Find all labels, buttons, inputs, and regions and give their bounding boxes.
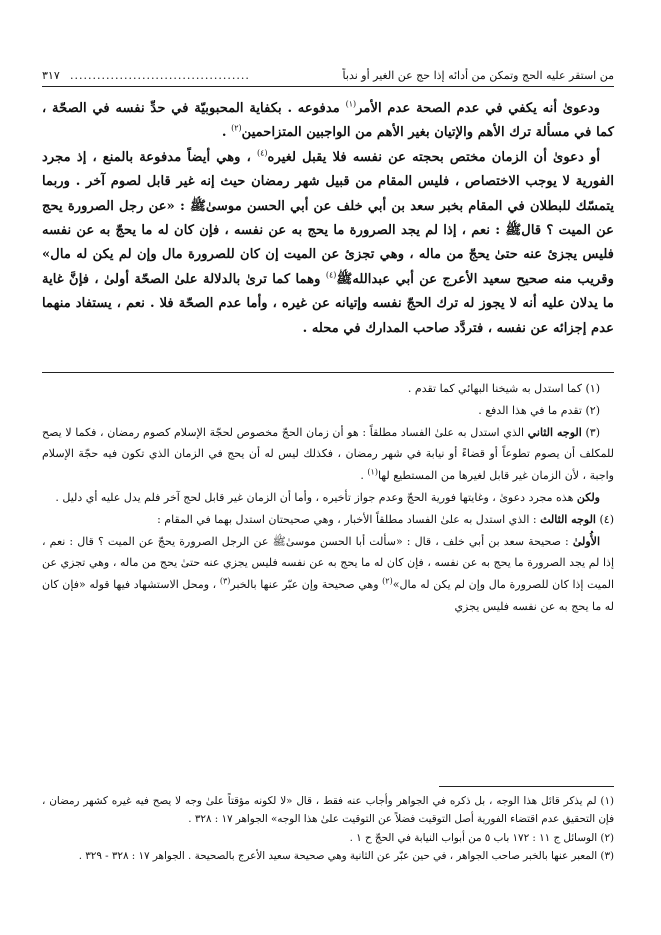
salutation-glyph: ﷺ — [505, 223, 522, 239]
header-divider — [42, 86, 614, 87]
footnote-ref: (١) — [345, 99, 357, 109]
note-heading: ولكن — [576, 490, 600, 504]
note-4: (٤) الوجه الثالث : الذي استدل به علىٰ الفساد مطلقاً الأخبار ، وهي صحيحتان استدل بهما في المقام : — [157, 512, 614, 526]
footnote-ref: (٤) — [256, 148, 268, 158]
note-2: (٢) تقدم ما في هذا الدفع . — [478, 403, 600, 417]
footnote-3: (٣) المعبر عنها بالخبر صاحب الجواهر ، في حين عبّر عن الثانية وهي صحيحة سعيد الأعرج بالصحيحة . الجواهر ١٧ : ٣٢٨ - ٣٢٩ . — [78, 850, 614, 863]
note-1: (١) كما استدل به شيخنا البهائي كما تقدم . — [407, 382, 600, 395]
main-paragraph-1: ودعوىٰ أنه يكفي في عدم الصحة عدم الأمر$^{(١)}$ مدفوعه . بكفاية المحبوبيّة في حدِّ نفسه في الصحّة ، كما في مسألة ترك الأهم والإتيان بغير الأهم من الواجبين المتزاحمين$^{(٢)}$ . — [42, 99, 614, 141]
footnote-ref: (٢) — [382, 576, 393, 586]
header-leader-dots: ........................................ — [70, 69, 250, 82]
main-paragraph-2: أو دعوىٰ أن الزمان مختص بحجته عن نفسه فلا يقبل لغيره$^{(٤)}$ ، وهي أيضاً مدفوعة بالمنع ، إذ مجرد الفورية لا يوجب الاختصاص ، فليس المقام من قبيل شهر رمضان حيث إنه غير قابل لصوم آخر . وربما يتمسّك للبطلان في المقام بخبر سعد بن أبي خلف عن أبي الحسن موسىٰﷺ : «عن رجل الصرورة يحج عن الميت ؟ قالﷺ : نعم ، إذا لم يجد الصرورة ما يحج به عن نفسه ، فإن كان له ما يحجّ به عن نفسه فليس يجزئ عنه حتىٰ يحجّ من ماله ، وهي تجزئ عن الميت إن كان للصرورة مال وإن لم يكن له مال» وقريب منه صحيح سعيد الأعرج عن أبي عبداللهﷺ$^{(٤)}$ وهما كما ترىٰ بالدلالة علىٰ الصحّة أولىٰ ، فإنَّ غاية ما يدلان عليه أنه لا يجوز له ترك الحجّ نفسه وإتيانه عن غيره ، وأما عدم الصحّة فلا . نعم ، يستفاد منهما عدم إجزائه عن نفسه ، فتردَّد صاحب المدارك في محله . — [42, 148, 615, 336]
note-3: (٣) الوجه الثاني الذي استدل به علىٰ الفساد مطلقاً : هو أن زمان الحجّ مخصوص لحجّة الإسلام كصوم رمضان ، فكما لا يصح للمكلف أن يصوم تطوعاً أو قضاءً أو نيابة في شهر رمضان ، فكذلك ليس له أن يحج في الزمان الذي تكون فيه حجّة الإسلام واجبة ، لأن الزمان غير قابل لغيرها من المستطيع لها$^{(١)}$ . — [42, 425, 614, 483]
footnote-2: (٢) الوسائل ج ١١ : ١٧٢ باب ٥ من أبواب النيابة في الحجّ ح ١ . — [349, 831, 614, 844]
salutation-glyph: ﷺ — [336, 271, 353, 287]
running-title: من استقر عليه الحج وتمكن من أدائه إذا حج عن الغير أو ندباً — [342, 69, 614, 82]
running-header — [42, 68, 614, 84]
salutation-glyph: ﷺ — [189, 198, 206, 214]
footnote-divider — [439, 786, 614, 787]
salutation-glyph: ﷺ — [272, 534, 286, 548]
note-4-first: الأُولىٰ : صحيحة سعد بن أبي خلف ، قال : «سألت أبا الحسن موسىٰﷺ عن الرجل الصرورة يحجّ عن الميت ؟ قال : نعم ، إذا لم يجد الصرورة ما يحج به عن نفسه ، فإن كان له ما يحج به عن نفسه فليس يجزي عنه حتىٰ يحج من ماله ، وهي تجزي عن الميت إذا كان للصرورة مال وإن لم يكن له مال»$^{(٢)}$ وهي صحيحة وإن عبّر عنها بالخبر$^{(٣)}$ ، ومحل الاستشهاد فيها قوله «فإن كان له ما يحج به عن نفسه فليس يجزي — [42, 534, 614, 613]
commentary-divider — [42, 372, 614, 373]
note-3-continued: ولكن هذه مجرد دعوىٰ ، وغايتها فورية الحجّ وعدم جواز تأخيره ، وأما أن الزمان غير قابل لحج آخر فلم يدل عليه أي دليل . — [55, 490, 600, 504]
note-heading: الوجه الثاني — [527, 425, 582, 439]
footnote-ref: (٢) — [231, 124, 242, 134]
footnote-ref: (٣) — [219, 576, 231, 586]
footnote-ref: (١) — [367, 467, 378, 477]
main-text — [42, 97, 614, 341]
footnote-1: (١) لم يذكر قائل هذا الوجه ، بل ذكره في الجواهر وأجاب عنه فقط ، قال «لا لكونه مؤقتاً علىٰ وجه لا يصح فيه غيره كشهر رمضان ، فإن التحقيق عدم اقتضاء الفورية أصل التوقيت فضلاً عن التوقيت علىٰ هذا الوجه» الجواهر ١٧ : ٣٢٨ . — [42, 795, 614, 826]
note-heading: الأُولىٰ — [572, 534, 601, 548]
footnote-ref: (٤) — [325, 270, 337, 280]
commentary-notes — [42, 378, 614, 618]
page-number: ٣١٧ — [42, 69, 60, 82]
note-heading: الوجه الثالث — [540, 512, 596, 526]
footnotes — [42, 792, 614, 866]
